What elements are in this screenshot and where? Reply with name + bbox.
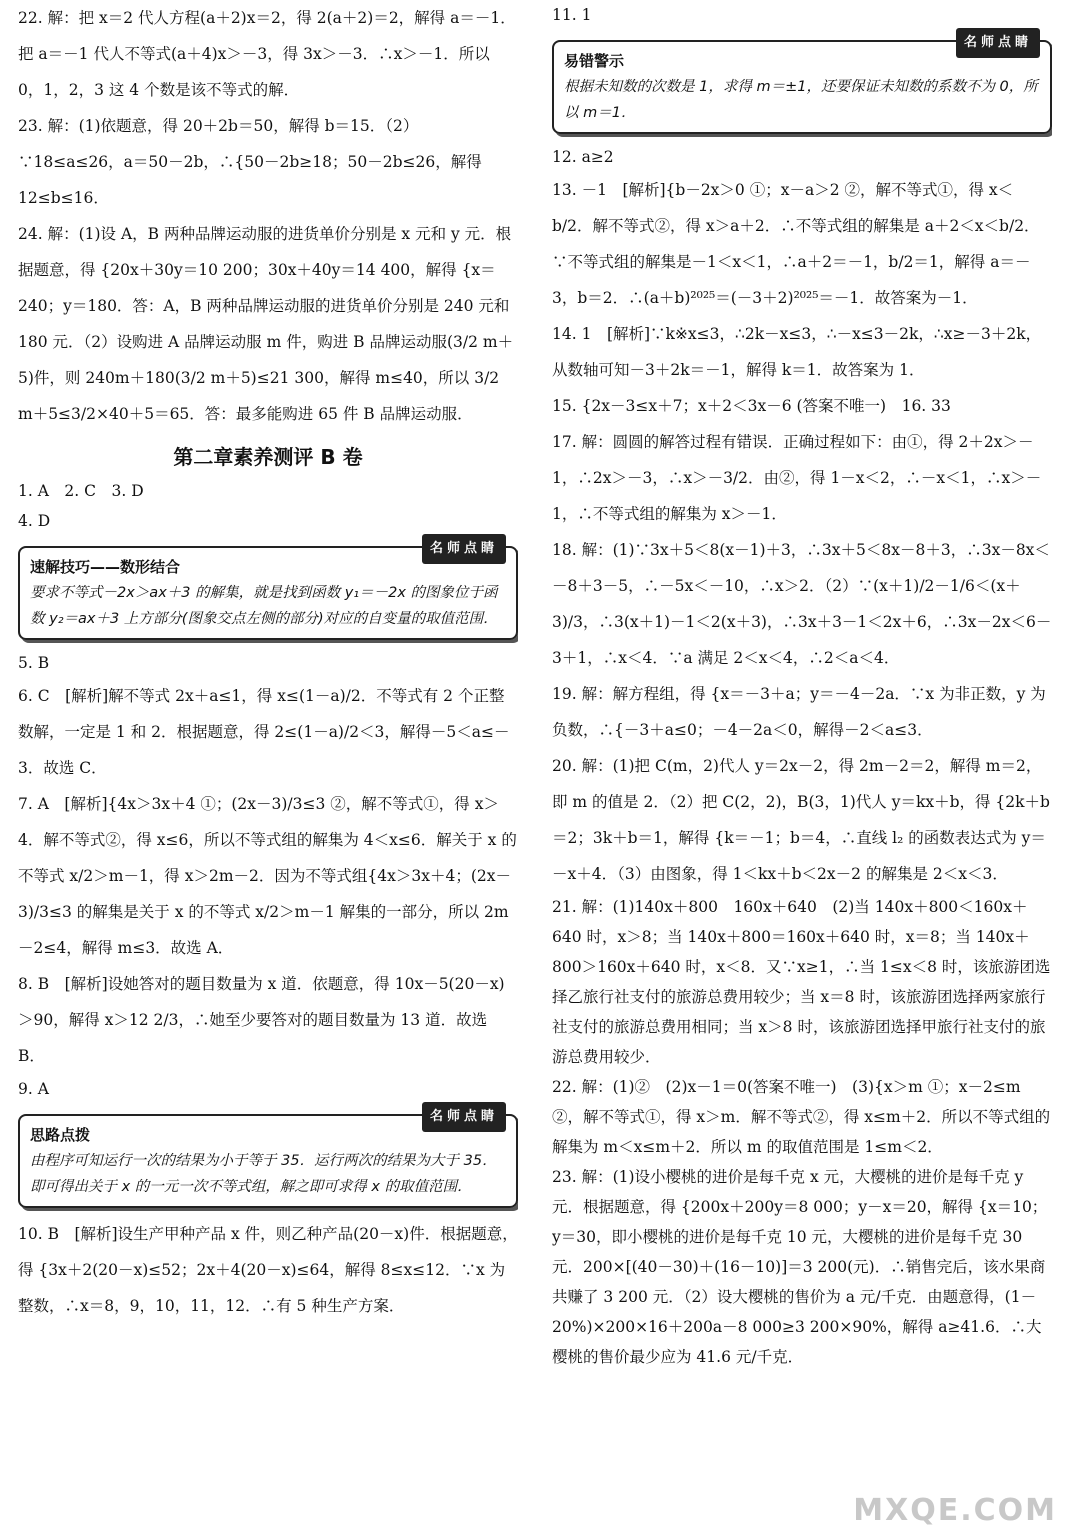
tip-body: 要求不等式－2x＞ax＋3 的解集，就是找到函数 y₁＝－2x 的图象位于函数 y₂＝ax＋3 上方部分(图象交点左侧的部分)对应的自变量的取值范围． xyxy=(30,585,498,627)
answer-q4: 4. D xyxy=(18,512,51,530)
answer-q22-right: 22. 解：(1)② (2)x－1＝0(答案不唯一) (3){x＞m ①；x－2≤m ②，解不等式①，得 x＞m．解不等式②，得 x≤m＋2．所以不等式组的解集为 m＜x≤m＋2．所以 m 的取值范围是 1≤m＜2． xyxy=(552,1078,1051,1156)
site-watermark: MXQE.COM xyxy=(853,1493,1057,1528)
answer-q21: 21. 解：(1)140x＋800 160x＋640 (2)当 140x＋800＜160x＋640 时，x＞8；当 140x＋800＝160x＋640 时，x＝8；当 140x＋800＞160x＋640 时，x＜8．又∵x≥1，∴当 1≤x＜8 时，该旅游团选择乙旅行社支付的旅游总费用较少；当 x＝8 时，该旅游团选择两家旅行社支付的旅游总费用相同；当 x＞8 时，该旅游团选择甲旅行社支付的旅游总费用较少． xyxy=(552,898,1051,1066)
answer-q23: 23. 解：(1)依题意，得 20＋2b＝50，解得 b＝15．（2）∵18≤a≤26，a＝50－2b，∴{50－2b≥18；50－2b≤26，解得 12≤b≤16． xyxy=(18,117,482,207)
answer-q8: 8. B [解析]设她答对的题目数量为 x 道．依题意，得 10x－5(20－x)＞90，解得 x＞12 2/3，∴她至少要答对的题目数量为 13 道．故选 B． xyxy=(18,975,505,1065)
answer-q23-right: 23. 解：(1)设小樱桃的进价是每千克 x 元，大樱桃的进价是每千克 y 元．根据题意，得 {200x＋200y＝8 000；y－x＝20，解得 {x＝10；y＝30，即小樱桃的进价是每千克 10 元，大樱桃的进价是每千克 30 元．200×[(40－30)＋(16－10)]＝3 200(元)．∴销售完后，该水果商共赚了 3 200 元．（2）设大樱桃的售价为 a 元/千克．由题意得，(1－20%)×200×16＋200a－8 000≥3 200×90%，解得 a≥41.6．∴大樱桃的售价最少应为 41.6 元/千克． xyxy=(552,1168,1048,1366)
answer-q6: 6. C [解析]解不等式 2x＋a≤1，得 x≤(1－a)/2．不等式有 2 个正整数解，一定是 1 和 2．根据题意，得 2≤(1－a)/2＜3，解得－5＜a≤－3．故选 C． xyxy=(18,687,510,777)
answer-q10: 10. B [解析]设生产甲种产品 x 件，则乙种产品(20－x)件．根据题意，得 {3x＋2(20－x)≤52；2x＋4(20－x)≤64，解得 8≤x≤12．∵x 为整数，∴x＝8，9，10，11，12．∴有 5 种生产方案． xyxy=(18,1225,518,1315)
right-column xyxy=(552,0,1052,1536)
answer-q14: 14. 1 [解析]∵k※x≤3，∴2k－x≤3，∴－x≤3－2k，∴x≥－3＋2k，从数轴可知－3＋2k＝－1，解得 k＝1．故答案为 1． xyxy=(552,325,1042,379)
answer-q1-3: 1. A 2. C 3. D xyxy=(18,482,144,500)
answer-q15-16: 15. {2x－3≤x＋7；x＋2＜3x－6 (答案不唯一) 16. 33 xyxy=(552,397,951,415)
answer-q17: 17. 解：圆圆的解答过程有错误．正确过程如下：由①，得 2＋2x＞－1，∴2x＞－3，∴x＞－3/2．由②，得 1－x＜2，∴－x＜1，∴x＞－1，∴不等式组的解集为 x＞－1． xyxy=(552,433,1042,523)
answer-q11: 11. 1 xyxy=(552,6,592,24)
answer-q19: 19. 解：解方程组，得 {x＝－3＋a；y＝－4－2a．∵x 为非正数，y 为负数，∴{－3＋a≤0；－4－2a＜0，解得－2＜a≤3． xyxy=(552,685,1046,739)
answer-q9: 9. A xyxy=(18,1080,49,1098)
chapter-title: 第二章素养测评 B 卷 xyxy=(173,445,363,469)
left-column xyxy=(18,0,518,1536)
answer-q12: 12. a≥2 xyxy=(552,148,614,166)
tip-body: 由程序可知运行一次的结果为小于等于 35．运行两次的结果为大于 35．即可得出关于 x 的一元一次不等式组，解之即可求得 x 的取值范围． xyxy=(30,1153,497,1195)
teacher-tip-badge: 名师点睛 xyxy=(956,28,1040,58)
answer-q22: 22. 解：把 x＝2 代人方程(a＋2)x＝2，得 2(a＋2)＝2，解得 a＝－1．把 a＝－1 代人不等式(a＋4)x＞－3，得 3x＞－3．∴x＞－1．所以 0，1，2，3 这 4 个数是该不等式的解． xyxy=(18,9,516,99)
tip-title: 思路点拨 xyxy=(30,1126,91,1144)
tip-box-mistake xyxy=(552,35,1052,134)
tip-title: 易错警示 xyxy=(564,52,625,70)
teacher-tip-badge: 名师点睛 xyxy=(422,1102,506,1132)
answer-q7: 7. A [解析]{4x＞3x＋4 ①；(2x－3)/3≤3 ②，解不等式①，得 x＞4．解不等式②，得 x≤6，所以不等式组的解集为 4＜x≤6．解关于 x 的不等式 x/2＞m－1，得 x＞2m－2．因为不等式组{4x＞3x＋4；(2x－3)/3≤3 的解集是关于 x 的不等式 x/2＞m－1 解集的一部分，所以 2m－2≤4，解得 m≤3．故选 A． xyxy=(18,795,517,957)
tip-title: 速解技巧——数形结合 xyxy=(30,558,181,576)
answer-q20: 20. 解：(1)把 C(m，2)代人 y＝2x－2，得 2m－2＝2，解得 m＝2，即 m 的值是 2．（2）把 C(2，2)，B(3，1)代人 y＝kx＋b，得 {2k＋b＝2；3k＋b＝1，解得 {k＝－1；b＝4，∴直线 l₂ 的函数表达式为 y＝－x＋4．（3）由图象，得 1＜kx＋b＜2x－2 的解集是 2＜x＜3． xyxy=(552,757,1050,883)
tip-box-thinking xyxy=(18,1109,518,1208)
answer-q5: 5. B xyxy=(18,654,50,672)
teacher-tip-badge: 名师点睛 xyxy=(422,534,506,564)
answer-q24: 24. 解：(1)设 A，B 两种品牌运动服的进货单价分别是 x 元和 y 元．根据题意，得 {20x＋30y＝10 200；30x＋40y＝14 400，解得 {x＝240；y＝180．答：A，B 两种品牌运动服的进货单价分别是 240 元和 180 元．（2）设购进 A 品牌运动服 m 件，购进 B 品牌运动服(3/2 m＋5)件，则 240m＋180(3/2 m＋5)≤21 300，解得 m≤40，所以 3/2 m＋5≤3/2×40＋5＝65．答：最多能购进 65 件 B 品牌运动服． xyxy=(18,225,514,423)
tip-body: 根据未知数的次数是 1，求得 m＝±1，还要保证未知数的系数不为 0，所以 m＝1． xyxy=(564,79,1038,121)
tip-box-speed xyxy=(18,541,518,640)
answer-q18: 18. 解：(1)∵3x＋5＜8(x－1)＋3，∴3x＋5＜8x－8＋3，∴3x－8x＜－8＋3－5，∴－5x＜－10，∴x＞2．（2）∵(x＋1)/2－1/6＜(x＋3)/3，∴3(x＋1)－1＜2(x＋3)，∴3x＋3－1＜2x＋6，∴3x－2x＜6－3＋1，∴x＜4．∵a 满足 2＜x＜4，∴2＜a＜4． xyxy=(552,541,1052,667)
answer-q13: 13. －1 [解析]{b－2x＞0 ①；x－a＞2 ②，解不等式①，得 x＜b/2．解不等式②，得 x＞a＋2．∴不等式组的解集是 a＋2＜x＜b/2．∵不等式组的解集是－1＜x＜1，∴a＋2＝－1，b/2＝1，解得 a＝－3，b＝2．∴(a＋b)²⁰²⁵＝(－3＋2)²⁰²⁵＝－1．故答案为－1． xyxy=(552,181,1040,307)
